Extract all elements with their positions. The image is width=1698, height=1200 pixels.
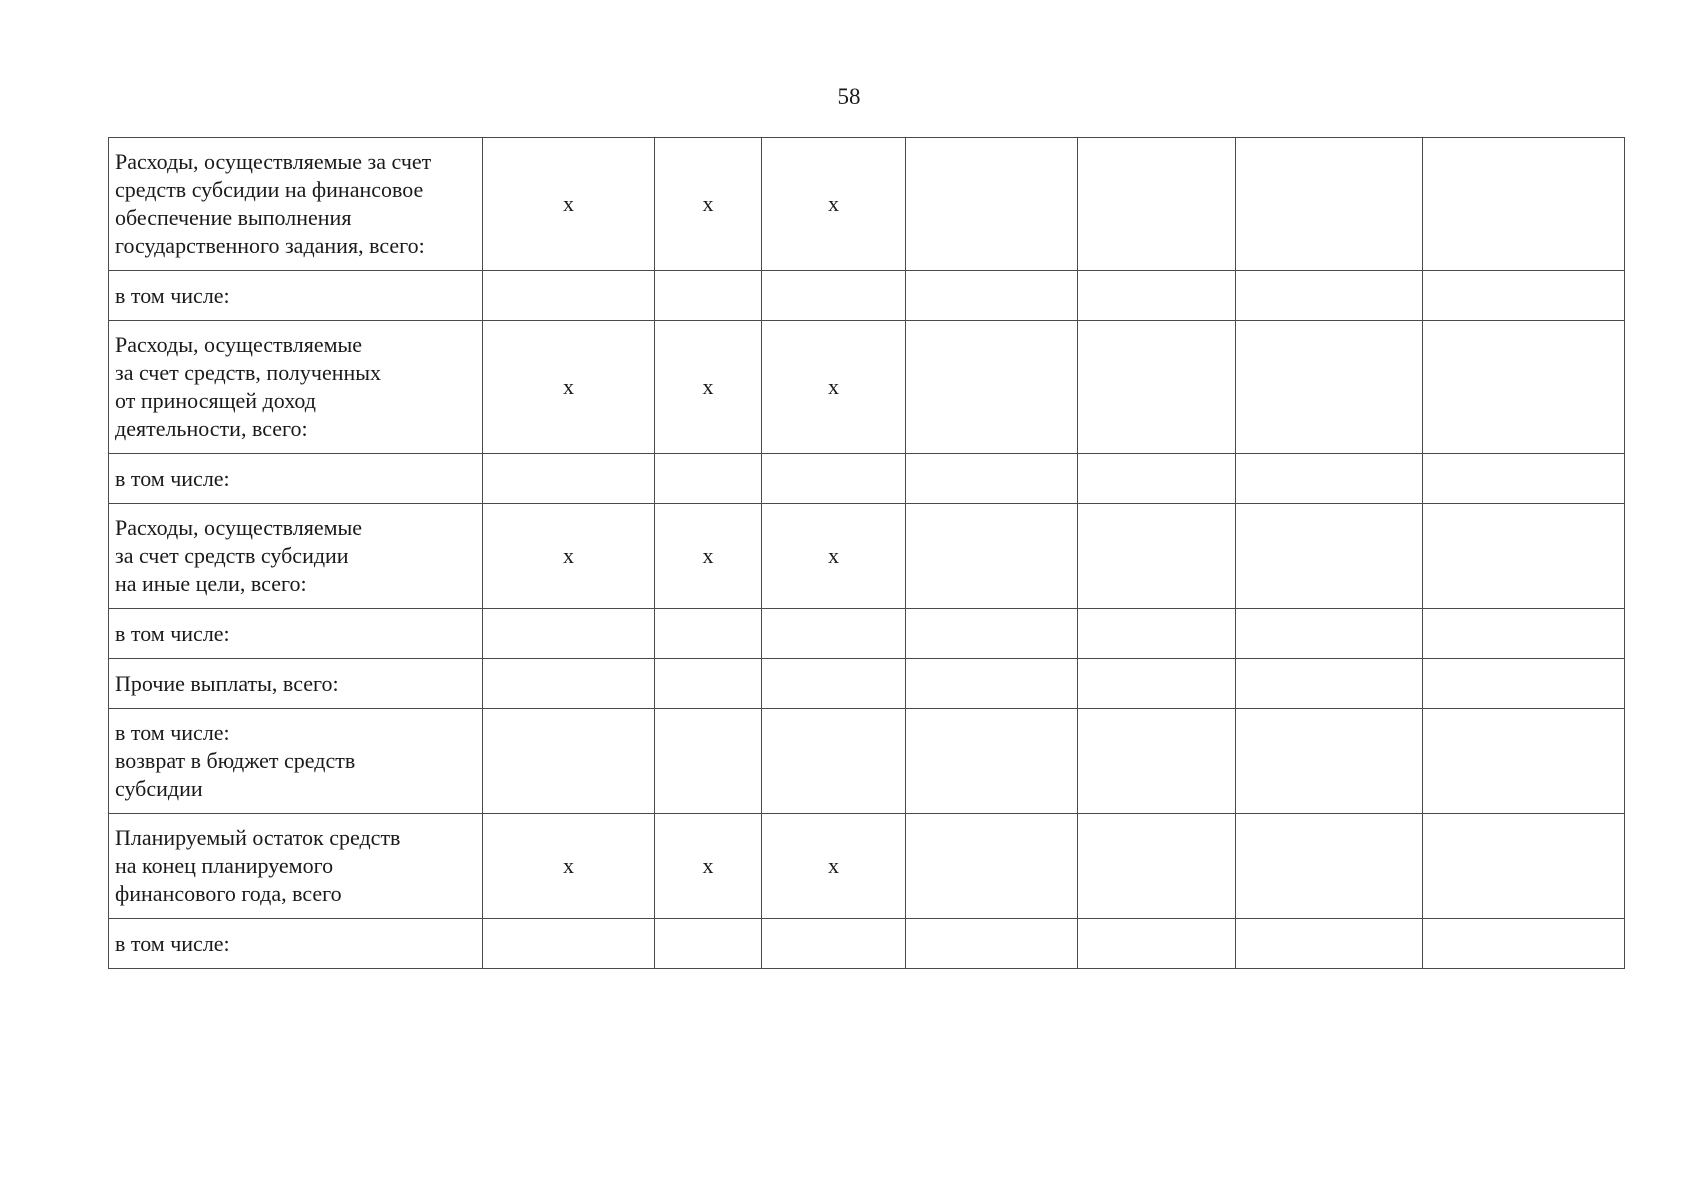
table-cell	[906, 504, 1078, 609]
table-cell	[906, 454, 1078, 504]
table-cell: x	[483, 504, 655, 609]
row-label-line: Расходы, осуществляемые за счет	[115, 149, 432, 174]
table-cell	[1423, 814, 1625, 919]
table-cell	[483, 659, 655, 709]
table-row	[109, 138, 1625, 271]
table-cell	[1236, 609, 1423, 659]
row-label-line: субсидии	[115, 776, 203, 801]
table-cell: x	[655, 504, 762, 609]
row-label-line: в том числе:	[115, 930, 230, 956]
row-label-cell	[109, 919, 483, 969]
table-cell	[1078, 919, 1236, 969]
table-cell	[1236, 814, 1423, 919]
table-cell	[483, 454, 655, 504]
row-label-line: в том числе:	[115, 282, 230, 308]
row-label-cell	[109, 659, 483, 709]
table-cell	[1423, 454, 1625, 504]
row-label-line: в том числе:	[115, 620, 230, 646]
table-cell	[1236, 271, 1423, 321]
table-cell	[906, 709, 1078, 814]
row-label-line: государственного задания, всего:	[115, 233, 425, 258]
row-label-line: средств субсидии на финансовое	[115, 177, 424, 202]
table-cell	[762, 609, 906, 659]
table-cell	[655, 919, 762, 969]
table-cell	[906, 919, 1078, 969]
table-cell	[1236, 321, 1423, 454]
row-label-cell	[109, 504, 483, 609]
row-label-line: в том числе:	[115, 720, 230, 745]
row-label-line: обеспечение выполнения	[115, 205, 352, 230]
table-cell	[483, 919, 655, 969]
table-cell	[655, 609, 762, 659]
row-label-line: за счет средств субсидии	[115, 543, 349, 568]
table-cell	[1078, 659, 1236, 709]
table-row	[109, 659, 1625, 709]
table-cell	[1236, 709, 1423, 814]
table-cell	[1423, 659, 1625, 709]
table-cell	[1078, 321, 1236, 454]
row-label-cell	[109, 609, 483, 659]
row-label-line: Планируемый остаток средств	[115, 825, 401, 850]
table-cell: x	[483, 138, 655, 271]
table-row	[109, 609, 1625, 659]
table-cell	[906, 138, 1078, 271]
table-cell	[762, 454, 906, 504]
table-cell: x	[762, 138, 906, 271]
page-number: 58	[837, 84, 861, 109]
table-cell	[762, 709, 906, 814]
table-cell	[1423, 504, 1625, 609]
table-cell	[1236, 659, 1423, 709]
table-cell	[655, 709, 762, 814]
table-row	[109, 321, 1625, 454]
table-cell: x	[483, 321, 655, 454]
table-cell: x	[655, 321, 762, 454]
table-cell	[1078, 709, 1236, 814]
row-label-cell	[109, 814, 483, 919]
table-cell: x	[655, 138, 762, 271]
table-cell	[483, 271, 655, 321]
table-row	[109, 504, 1625, 609]
row-label-cell	[109, 454, 483, 504]
expenses-table	[108, 137, 1625, 969]
row-label-line: Расходы, осуществляемые	[115, 332, 363, 357]
row-label-cell	[109, 709, 483, 814]
table-cell	[1236, 919, 1423, 969]
table-cell	[1236, 138, 1423, 271]
table-cell	[906, 609, 1078, 659]
row-label-line: на иные цели, всего:	[115, 571, 307, 596]
table-cell	[1423, 138, 1625, 271]
row-label-line: финансового года, всего	[115, 881, 342, 906]
table-cell	[1423, 709, 1625, 814]
table-cell	[1423, 919, 1625, 969]
table-cell	[483, 609, 655, 659]
table-body	[109, 138, 1625, 969]
table-cell	[1078, 271, 1236, 321]
table-cell	[655, 271, 762, 321]
table-cell: x	[655, 814, 762, 919]
row-label-line: возврат в бюджет средств	[115, 748, 356, 773]
table-cell: x	[762, 504, 906, 609]
table-cell	[1236, 504, 1423, 609]
table-cell	[655, 659, 762, 709]
row-label-line: за счет средств, полученных	[115, 360, 382, 385]
table-cell	[1423, 321, 1625, 454]
table-cell	[906, 271, 1078, 321]
table-cell	[1078, 814, 1236, 919]
row-label-line: от приносящей доход	[115, 388, 316, 413]
table-row	[109, 814, 1625, 919]
row-label-line: в том числе:	[115, 465, 230, 491]
table-cell	[1078, 454, 1236, 504]
table-cell	[906, 814, 1078, 919]
row-label-cell	[109, 271, 483, 321]
table-cell	[762, 919, 906, 969]
row-label-line: на конец планируемого	[115, 853, 334, 878]
table-cell	[1078, 609, 1236, 659]
row-label-cell	[109, 138, 483, 271]
table-row	[109, 709, 1625, 814]
row-label-line: деятельности, всего:	[115, 416, 308, 441]
table-cell: x	[483, 814, 655, 919]
table-cell	[483, 709, 655, 814]
table-cell	[1078, 504, 1236, 609]
row-label-line: Расходы, осуществляемые	[115, 515, 363, 540]
table-cell	[906, 659, 1078, 709]
table-row	[109, 454, 1625, 504]
table-cell	[906, 321, 1078, 454]
table-cell	[655, 454, 762, 504]
table-cell	[1423, 271, 1625, 321]
table-cell	[1078, 138, 1236, 271]
table-cell: x	[762, 814, 906, 919]
row-label-cell	[109, 321, 483, 454]
table-cell	[762, 659, 906, 709]
table-cell: x	[762, 321, 906, 454]
table-cell	[1423, 609, 1625, 659]
table-row	[109, 919, 1625, 969]
row-label-line: Прочие выплаты, всего:	[115, 670, 339, 696]
table-row	[109, 271, 1625, 321]
table-cell	[1236, 454, 1423, 504]
table-cell	[762, 271, 906, 321]
